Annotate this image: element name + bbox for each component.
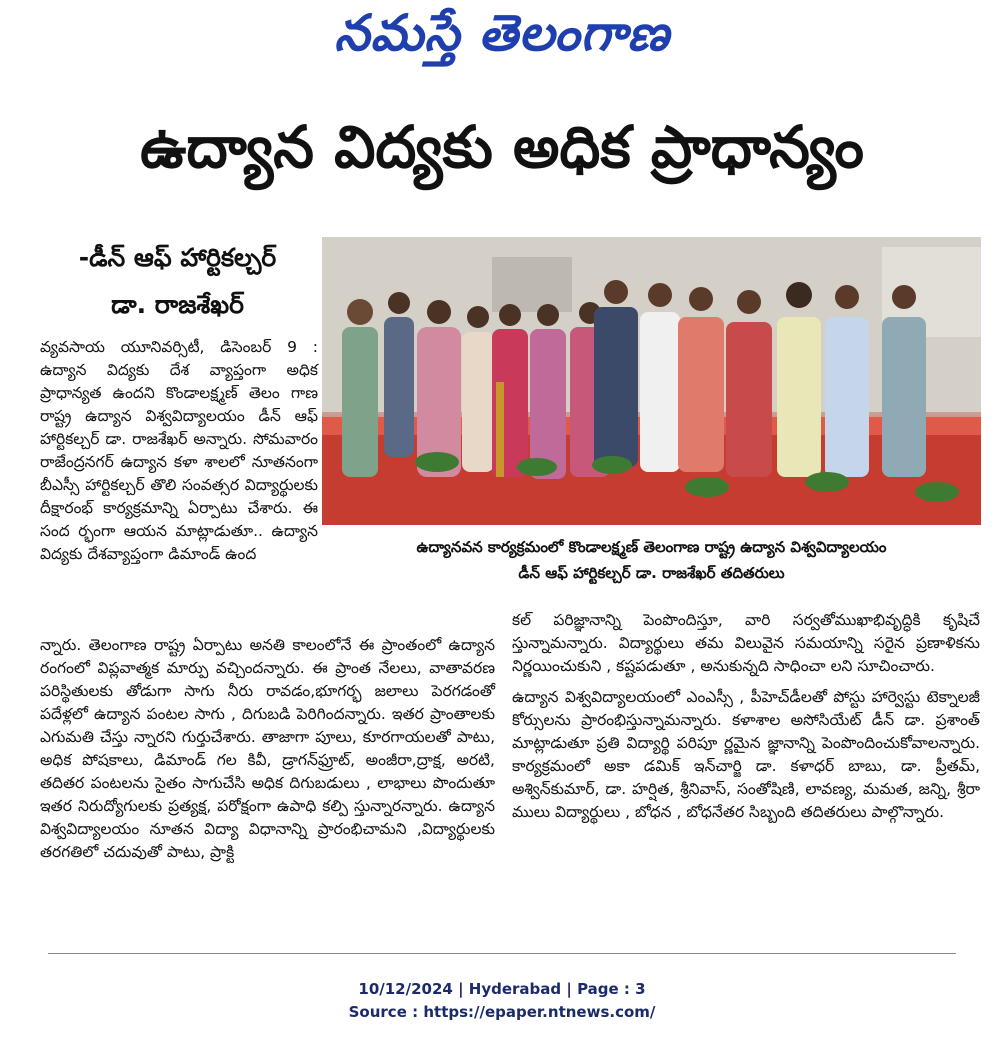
group-photo-illustration (322, 237, 981, 525)
photo-caption (322, 534, 981, 586)
article-body-column-left-bottom (40, 634, 495, 864)
photo-caption-line-1: ఉద్యానవన కార్యక్రమంలో కొండాలక్ష్మణ్ తెలంగాణ రాష్ట్ర ఉద్యాన విశ్వవిద్యాలయం (416, 538, 887, 556)
article-headline: ఉద్యాన విద్యకు అధిక ప్రాధాన్యం (140, 113, 864, 181)
article-paragraph: ఉద్యాన విశ్వవిద్యాలయంలో ఎంఎస్సీ , పీహెచ్‌డీలతో పోస్టు హార్వెస్టు టెక్నాలజీ కోర్సులను ప్రారంభిస్తున్నామన్నారు. కళాశాల అసోసియేట్ డీన్ డా. ప్రశాంత్ మాట్లాడుతూ ప్రతి విద్యార్థి పరిపూ ర్ణమైన జ్ఞానాన్ని పెంపొందించుకోవాలన్నారు. కార్యక్రమంలో అకా డమిక్ ఇన్‌చార్జి డా. కళాధర్ బాబు, డా. ప్రీతమ్, అశ్విన్‌కుమార్, డా. హర్షిత, శ్రీనివాస్, సంతోషిణి, లావణ్య, మమత, జన్ని, శ్రీరా ములు విద్యార్థులు , బోధన , బోధనేతర సిబ్బంది తదితరులు పాల్గొన్నారు. (512, 688, 980, 821)
footer-city: Hyderabad (468, 980, 562, 998)
byline-role: -డీన్ ఆఫ్ హార్టికల్చర్ (78, 243, 277, 272)
article-body-column-right (512, 609, 980, 824)
footer-source-link[interactable]: https://epaper.ntnews.com/ (423, 1003, 656, 1021)
footer-source (0, 1003, 1004, 1021)
article-photo (322, 237, 981, 525)
article-paragraph: న్నారు. తెలంగాణ రాష్ట్ర ఏర్పాటు అనతి కాలంలోనే ఈ ప్రాంతంలో ఉద్యాన రంగంలో విప్లవాత్మక మార్పు వచ్చిందన్నారు. ఈ ప్రాంత నేలలు, వాతావరణ పరిస్థితులకు తోడుగా సాగు నీరు రావడం,భూగర్భ జలాలు పెరగడంతో పదేళ్లలో ఉద్యాన పంటల సాగు , దిగుబడి పెరిగిందన్నారు. ఇతర ప్రాంతాలకు ఎగుమతి చేస్తు న్నారని గుర్తుచేశారు. తాజాగా పూలు, కూరగాయలతో పాటు, అధిక పోషకాలు, డిమాండ్ గల కివీ, డ్రాగన్‌ఫ్రూట్, అంజీరా,ద్రాక్ష, అరటి, తదితర పంటలను సైతం సాగుచేసి అధిక దిగుబడులు , లాభాలు పొందుతూ ఇతర నిరుద్యోగులకు ప్రత్యక్ష, పరోక్షంగా ఉపాధి కల్పి స్తున్నారన్నారు. ఉద్యాన విశ్వవిద్యాలయం నూతన విద్యా విధానాన్ని ప్రారంభిచామని ,విద్యార్థులకు తరగతిలో చదువుతో పాటు, ప్రాక్టి (40, 636, 495, 861)
footer-edition-info: 10/12/2024 | Hyderabad | Page : 3 (358, 980, 646, 998)
footer-source-label: Source : (348, 1003, 419, 1021)
newspaper-masthead: నమస్తే తెలంగాణ (334, 4, 670, 62)
photo-caption-line-2: డీన్ ఆఫ్ హార్టికల్చర్ డా. రాజశేఖర్ తదితరులు (518, 564, 785, 582)
byline-name: డా. రాజశేఖర్ (111, 290, 244, 319)
brass-lamp (496, 382, 504, 477)
wall-fan-icon (492, 257, 572, 312)
article-body-column-left-top (40, 336, 318, 566)
footer-page: Page : 3 (577, 980, 646, 998)
footer-divider (48, 953, 956, 954)
article-paragraph: వ్యవసాయ యూనివర్సిటీ, డిసెంబర్ 9 : ఉద్యాన విద్యకు దేశ వ్యాప్తంగా అధిక ప్రాధాన్యత ఉందని కొండాలక్ష్మణ్ తెలం గాణ రాష్ట్ర ఉద్యాన విశ్వవిద్యాలయం డీన్ ఆఫ్ హార్టికల్చర్ డా. రాజశేఖర్ అన్నారు. సోమవారం రాజేంద్రనగర్ ఉద్యాన కళా శాలలో నూతనంగా బీఎస్సీ హార్టికల్చర్ తొలి సంవత్సర విద్యార్థులకు దీక్షారంభ్ కార్యక్రమాన్ని ఏర్పాటు చేశారు. ఈ సంద ర్భంగా ఆయన మాట్లాడుతూ.. ఉద్యాన విద్యకు దేశవ్యాప్తంగా డిమాండ్ ఉంద (40, 338, 318, 563)
article-paragraph: కల్ పరిజ్ఞానాన్ని పెంపొందిస్తూ, వారి సర్వతోముఖాభివృద్ధికి కృషిచే స్తున్నామన్నారు. విద్యార్థులు తమ విలువైన సమయాన్ని సరైన ప్రణాళికను నిర్ణయించుకుని , కష్టపడుతూ , అనుకున్నది సాధించా లని సూచించారు. (512, 611, 980, 675)
footer-date: 10/12/2024 (358, 980, 453, 998)
